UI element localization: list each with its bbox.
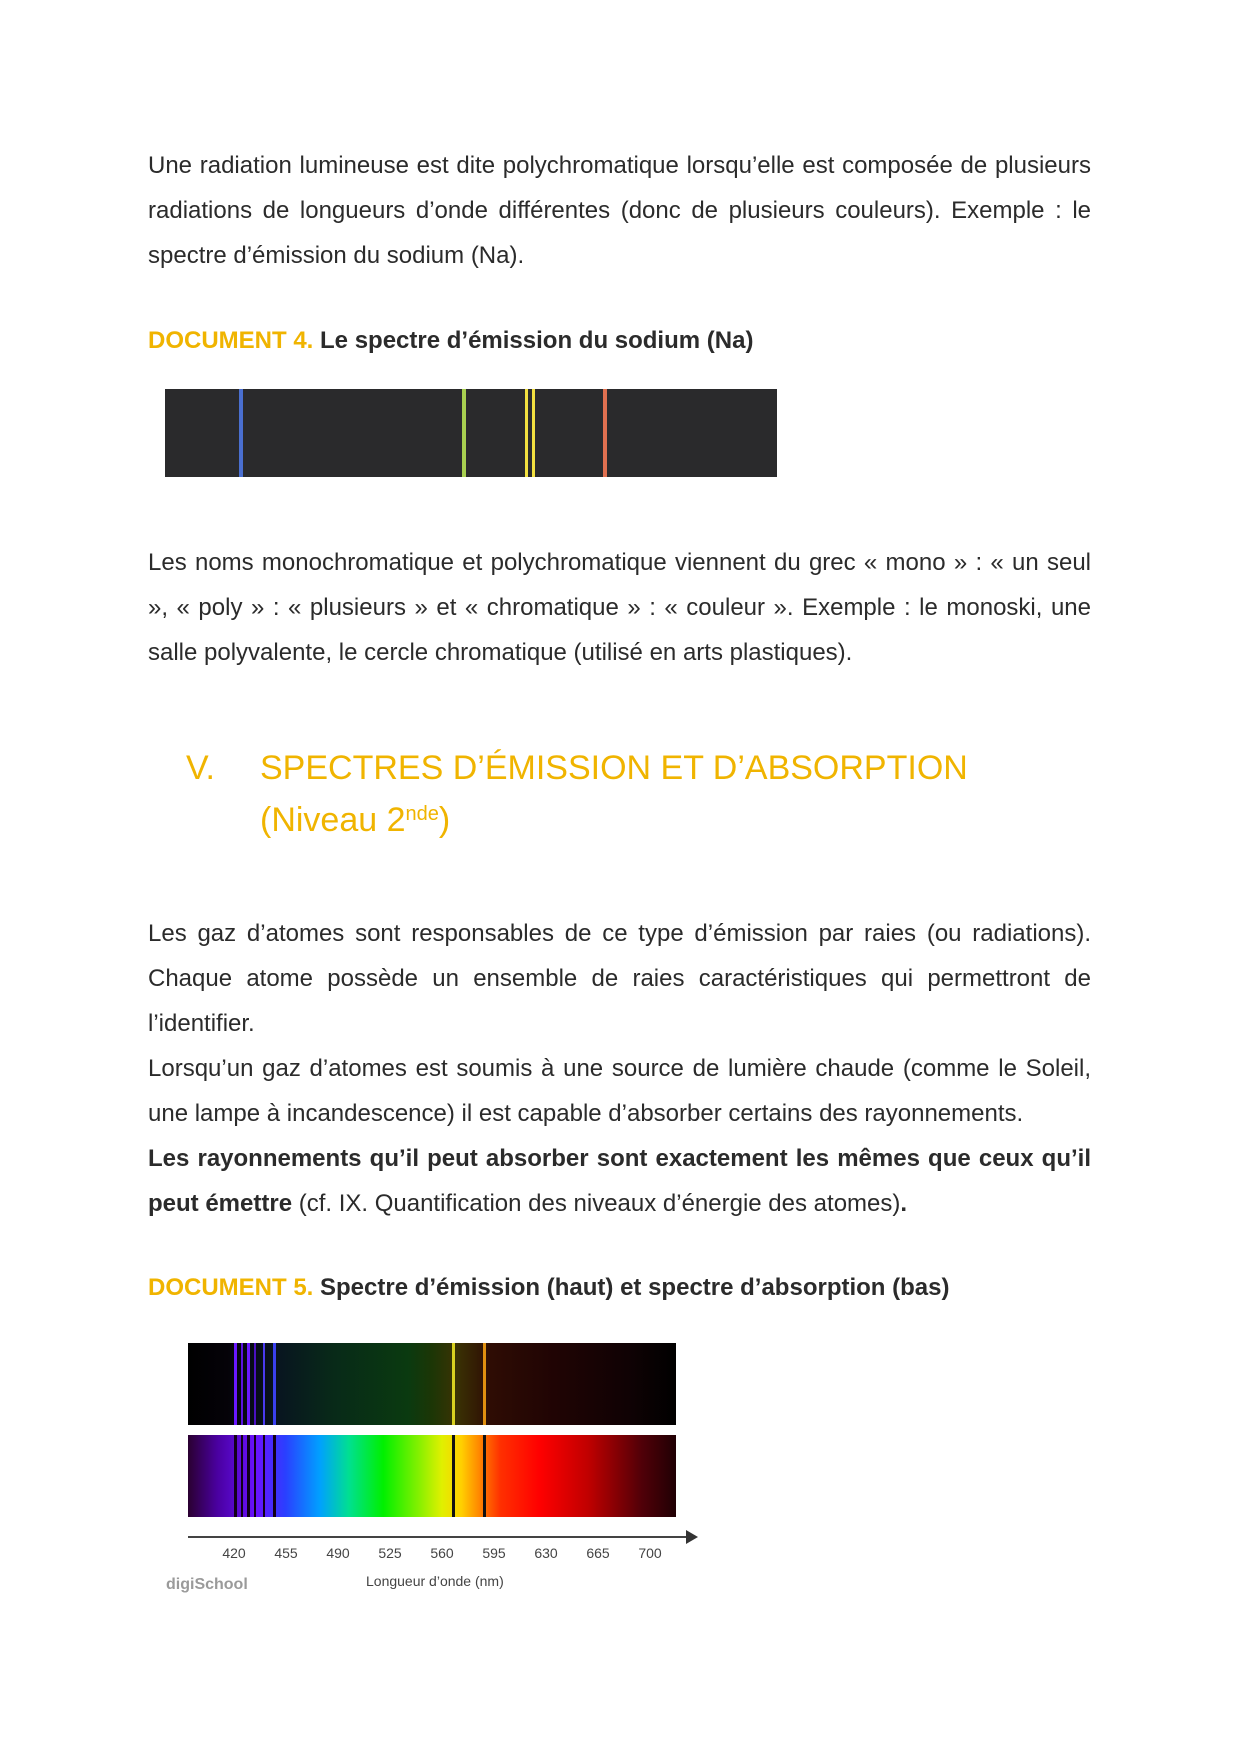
- document5-heading: [148, 1274, 949, 1302]
- document4-tag: DOCUMENT 4.: [148, 327, 314, 354]
- spectrum-line-green: [462, 389, 466, 477]
- spectrum-line-yellow-1: [525, 389, 528, 477]
- wavelength-axis: [188, 1536, 688, 1538]
- gas-paragraph-2: Lorsqu’un gaz d’atomes est soumis à une source de lumière chaude (comme le Soleil, une lampe à incandescence) il est capable d’absorber certains des rayonnements.: [148, 1055, 1091, 1127]
- axis-tick-label: 525: [378, 1545, 402, 1561]
- gas-paragraph-3-bold: Les rayonnements qu’il peut absorber sont exactement les mêmes que ceux qu’il peut émettre: [148, 1145, 1091, 1217]
- emission-line: [234, 1343, 237, 1425]
- section-number: V.: [186, 749, 216, 787]
- emission-line: [254, 1343, 256, 1425]
- axis-tick-label: 665: [586, 1545, 610, 1561]
- document5-title: Spectre d’émission (haut) et spectre d’absorption (bas): [320, 1274, 950, 1301]
- emission-line: [452, 1343, 455, 1425]
- emission-line: [241, 1343, 243, 1425]
- gas-paragraph-3-end: .: [900, 1190, 908, 1217]
- digischool-logo: digiSchool: [166, 1576, 248, 1593]
- axis-tick-label: 455: [274, 1545, 298, 1561]
- absorption-line: [234, 1435, 237, 1517]
- emission-line: [273, 1343, 276, 1425]
- section-title-text: SPECTRES D’ÉMISSION ET D’ABSORPTION (Niveau 2: [260, 749, 968, 839]
- emission-line: [247, 1343, 250, 1425]
- spectrum-line-orange: [603, 389, 607, 477]
- gas-paragraph-3-normal: (cf. IX. Quantification des niveaux d’énergie des atomes): [292, 1190, 901, 1217]
- axis-tick-label: 595: [482, 1545, 506, 1561]
- emission-line: [483, 1343, 486, 1425]
- etymology-paragraph: Les noms monochromatique et polychromatique viennent du grec « mono » : « un seul », « poly » : « plusieurs » et « chromatique » : « couleur ». Exemple : le monoski, une salle polyvalente, le cercle chromatique (utilisé en arts plastiques).: [148, 549, 1091, 666]
- axis-arrow-icon: [686, 1530, 698, 1544]
- absorption-spectrum-strip: [188, 1435, 676, 1517]
- document4-heading: [148, 327, 753, 355]
- absorption-line: [241, 1435, 243, 1517]
- axis-tick-label: 700: [638, 1545, 662, 1561]
- sodium-emission-spectrum-image: [165, 389, 777, 477]
- section-title: [260, 742, 1080, 846]
- gas-paragraph-1: Les gaz d’atomes sont responsables de ce type d’émission par raies (ou radiations). Chaque atome possède un ensemble de raies caractéristiques qui permettront de l’identifier.: [148, 920, 1091, 1037]
- document4-title: Le spectre d’émission du sodium (Na): [320, 327, 754, 354]
- spectrum-line-blue: [239, 389, 243, 477]
- document5-tag: DOCUMENT 5.: [148, 1274, 314, 1301]
- axis-tick-label: 560: [430, 1545, 454, 1561]
- section-title-end: ): [438, 801, 451, 839]
- emission-absorption-figure: [150, 1340, 710, 1600]
- absorption-line: [452, 1435, 455, 1517]
- absorption-line: [483, 1435, 486, 1517]
- gas-paragraph-3: [148, 1136, 1091, 1226]
- section-title-superscript: nde: [405, 803, 439, 825]
- intro-paragraph: Une radiation lumineuse est dite polychromatique lorsqu’elle est composée de plusieurs radiations de longueurs d’onde différentes (donc de plusieurs couleurs). Exemple : le spectre d’émission du sodium (Na).: [148, 152, 1091, 269]
- absorption-line: [254, 1435, 256, 1517]
- absorption-line: [247, 1435, 250, 1517]
- absorption-line: [263, 1435, 265, 1517]
- emission-line: [263, 1343, 265, 1425]
- emission-spectrum-strip: [188, 1343, 676, 1425]
- axis-tick-label: 420: [222, 1545, 246, 1561]
- spectrum-line-yellow-2: [532, 389, 535, 477]
- axis-tick-label: 630: [534, 1545, 558, 1561]
- absorption-line: [273, 1435, 276, 1517]
- axis-label: Longueur d’onde (nm): [366, 1573, 504, 1589]
- axis-tick-label: 490: [326, 1545, 350, 1561]
